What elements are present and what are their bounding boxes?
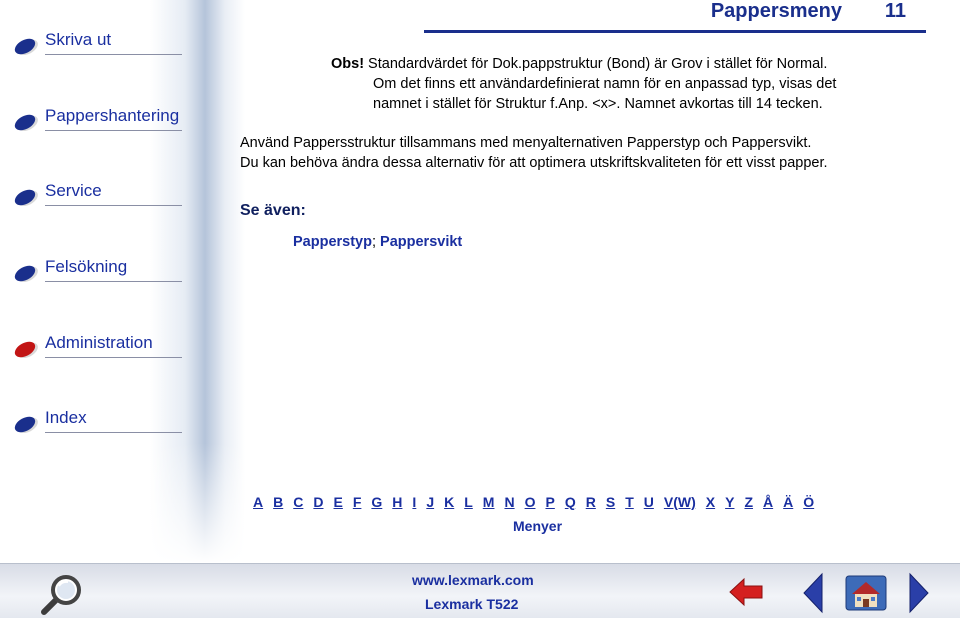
body-line: Du kan behöva ändra dessa alternativ för att optimera utskriftskvaliteten för ett visst papper. [240,155,828,171]
index-letter-link[interactable]: S [605,494,616,510]
index-letter-link[interactable]: N [504,494,515,510]
nav-skriva-ut[interactable] [14,30,182,60]
index-letter-link[interactable]: M [482,494,495,510]
link-separator: ; [371,234,381,250]
index-letter-link[interactable]: G [371,494,383,510]
bullet-icon [12,339,38,361]
menus-link[interactable]: Menyer [513,518,563,534]
back-arrow-icon[interactable] [728,576,764,608]
nav-service[interactable] [14,181,182,211]
product-name: Lexmark T522 [425,596,519,612]
note-block [331,54,931,114]
alphabet-index [253,494,824,512]
nav-label: Administration [45,333,153,352]
index-letter-link[interactable]: Ä [783,494,794,510]
index-letter-link[interactable]: Y [725,494,735,510]
link-pappersvikt[interactable]: Pappersvikt [380,234,463,250]
website-link[interactable]: www.lexmark.com [412,572,534,588]
index-letter-link[interactable]: U [643,494,654,510]
bullet-icon [12,112,38,134]
divider [45,130,182,131]
bullet-icon [12,414,38,436]
index-letter-link[interactable]: J [426,494,435,510]
divider [45,281,182,282]
previous-page-icon[interactable] [800,572,826,614]
see-also-heading: Se även: [240,202,306,219]
search-icon[interactable] [40,572,84,616]
page-number: 11 [884,0,906,22]
home-icon[interactable] [842,572,890,614]
note-text: Standardvärdet för Dok.pappstruktur (Bond) är Grov i stället för Normal. [364,56,828,72]
index-letter-link[interactable]: D [313,494,324,510]
divider [45,205,182,206]
index-letter-link[interactable]: T [625,494,634,510]
bullet-icon [12,263,38,285]
divider [45,432,182,433]
bullet-icon [12,36,38,58]
index-letter-link[interactable]: R [585,494,596,510]
index-letter-link[interactable]: V(W) [663,494,696,510]
body-line: Använd Pappersstruktur tillsammans med menyalternativen Papperstyp och Pappersvikt. [240,135,812,151]
index-letter-link[interactable]: F [352,494,362,510]
divider [45,357,182,358]
index-letter-link[interactable]: I [412,494,417,510]
index-letter-link[interactable]: B [273,494,284,510]
nav-administration[interactable] [14,333,182,363]
index-letter-link[interactable]: Å [763,494,774,510]
index-letter-link[interactable]: C [293,494,304,510]
header-rule [424,30,926,33]
index-letter-link[interactable]: X [705,494,716,510]
nav-label: Skriva ut [45,30,112,49]
index-letter-link[interactable]: L [464,494,473,510]
nav-felsokning[interactable] [14,257,182,287]
note-text: Om det finns ett användardefinierat namn för en anpassad typ, visas det [373,76,837,92]
index-letter-link[interactable]: Z [744,494,754,510]
bullet-icon [12,187,38,209]
see-also-links [293,234,462,250]
body-paragraph [240,133,930,173]
note-label: Obs! [331,56,365,72]
index-letter-link[interactable]: Ö [803,494,815,510]
index-letter-link[interactable]: E [333,494,343,510]
next-page-icon[interactable] [906,572,932,614]
index-letter-link[interactable]: Q [564,494,576,510]
divider [45,54,182,55]
link-papperstyp[interactable]: Papperstyp [293,234,372,250]
page-title: Pappersmeny [710,0,842,22]
nav-pappershantering[interactable] [14,106,182,136]
index-letter-link[interactable]: H [392,494,403,510]
footer-bar [0,563,960,618]
nav-label: Service [45,181,102,200]
nav-index[interactable] [14,408,182,438]
nav-label: Index [45,408,87,427]
nav-label: Felsökning [45,257,128,276]
index-letter-link[interactable]: K [444,494,455,510]
sidebar [0,0,245,563]
note-text: namnet i stället för Struktur f.Anp. <x>. Namnet avkortas till 14 tecken. [373,96,823,112]
index-letter-link[interactable]: P [545,494,555,510]
index-letter-link[interactable]: O [524,494,536,510]
index-letter-link[interactable]: A [253,494,264,510]
nav-label: Pappershantering [45,106,180,125]
